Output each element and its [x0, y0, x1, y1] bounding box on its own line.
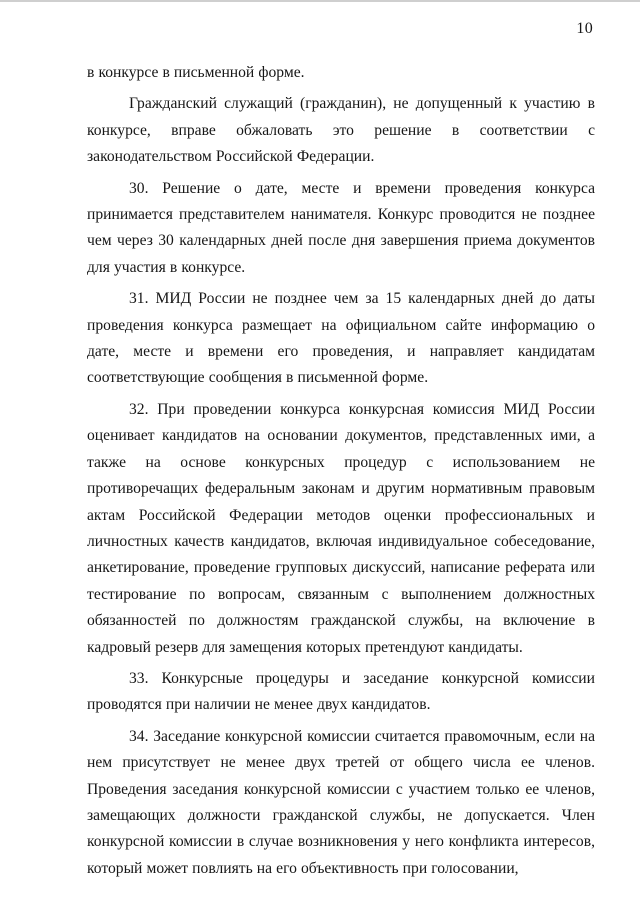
paragraph-item-34: 34. Заседание конкурсной комиссии считается правомочным, если на нем присутствует не менее двух третей от общего числа ее членов. Проведения заседания конкурсной комиссии с участием только ее членов, замещающих должности гражданской службы, не допускается. Член конкурсной комиссии в случае возникновения у него конфликта интересов, который может повлиять на его объективность при голосовании,: [87, 727, 595, 877]
paragraph-continuation: в конкурсе в письменной форме.: [87, 64, 305, 81]
page-number: 10: [576, 20, 593, 37]
paragraph-appeal-right: Гражданский служащий (гражданин), не допущенный к участию в конкурсе, вправе обжаловать это решение в соответствии с законодательством Российской Федерации.: [87, 95, 595, 166]
top-edge-rule: [0, 0, 640, 2]
paragraph-item-30: 30. Решение о дате, месте и времени проведения конкурса принимается представителем нанимателя. Конкурс проводится не позднее чем через 30 календарных дней после дня завершения приема документов для участия в конкурсе.: [87, 179, 595, 276]
paragraph-item-32: 32. При проведении конкурса конкурсная комиссия МИД России оценивает кандидатов на основании документов, представленных ими, а также на основе конкурсных процедур с использованием не противоречащих федеральным законам и другим нормативным правовым актам Российской Федерации методов оценки профессиональных и личностных качеств кандидатов, включая индивидуальное собеседование, анкетирование, проведение групповых дискуссий, написание реферата или тестирование по вопросам, связанным с выполнением должностных обязанностей по должностям гражданской службы, на включение в кадровый резерв для замещения которых претендуют кандидаты.: [87, 400, 595, 656]
paragraph-item-31: 31. МИД России не позднее чем за 15 календарных дней до даты проведения конкурса размещает на официальном сайте информацию о дате, месте и времени его проведения, и направляет кандидатам соответствующие сообщения в письменной форме.: [87, 290, 595, 387]
paragraph-item-33: 33. Конкурсные процедуры и заседание конкурсной комиссии проводятся при наличии не менее двух кандидатов.: [87, 669, 595, 714]
document-body: [87, 60, 595, 882]
